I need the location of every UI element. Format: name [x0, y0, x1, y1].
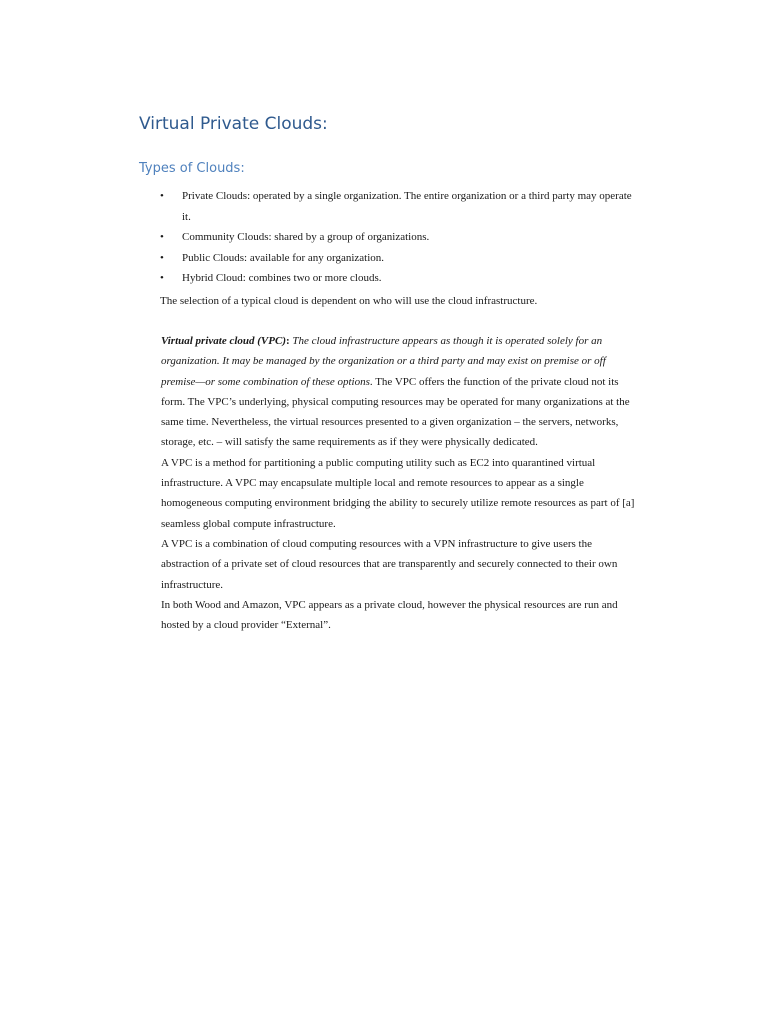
list-item-text: Hybrid Cloud: combines two or more clouds.	[182, 272, 382, 284]
vpc-description: . The VPC offers the function of the private cloud not its form. The VPC’s underlying, physical computing resources may be operated for many organizations at the same time. Nevertheless, the virtual resources presented to a given organization – the servers, networks, storage, etc. – will satisfy the same requirements as if they were physically dedicated.	[161, 375, 630, 449]
bullet-icon: •	[160, 272, 164, 284]
vpc-definition: The cloud infrastructure appears as though it is operated solely for an organization. It may be managed by the organization or a third party and may exist on premise or off premise—or some combination of these options	[161, 335, 606, 388]
list-item-text: Community Clouds: shared by a group of organizations.	[182, 231, 430, 243]
intro-paragraph: The selection of a typical cloud is dependent on who will use the cloud infrastructure.	[160, 295, 538, 307]
list-item	[0, 268, 642, 289]
list-item	[0, 227, 642, 248]
paragraph: A VPC is a combination of cloud computing resources with a VPN infrastructure to give users the abstraction of a private set of cloud resources that are transparently and securely connected to their own infrastructure.	[161, 537, 618, 591]
list-item	[0, 248, 642, 269]
bullet-icon: •	[160, 190, 164, 202]
vpc-definition-paragraph	[161, 331, 636, 453]
cloud-types-list	[0, 186, 768, 289]
list-item-text: Public Clouds: available for any organization.	[182, 251, 385, 264]
paragraph: In both Wood and Amazon, VPC appears as a private cloud, however the physical resources are run and hosted by a cloud provider “External”.	[161, 598, 618, 632]
page-title: Virtual Private Clouds:	[139, 114, 328, 134]
section-heading: Types of Clouds:	[139, 161, 245, 176]
bullet-icon: •	[160, 231, 164, 243]
body-text	[161, 331, 636, 635]
vpc-colon: :	[285, 335, 290, 347]
bullet-icon: •	[160, 251, 164, 264]
paragraph: A VPC is a method for partitioning a public computing utility such as EC2 into quarantined virtual infrastructure. A VPC may encapsulate multiple local and remote resources to appear as a single homogeneous computing environment bridging the ability to securely utilize remote resources as part of [a] seamless global compute infrastructure.	[161, 456, 635, 530]
vpc-term: Virtual private cloud (VPC)	[161, 335, 286, 347]
list-item	[0, 186, 642, 227]
list-item-text: Private Clouds: operated by a single organization. The entire organization or a third party may operate it.	[182, 190, 632, 223]
